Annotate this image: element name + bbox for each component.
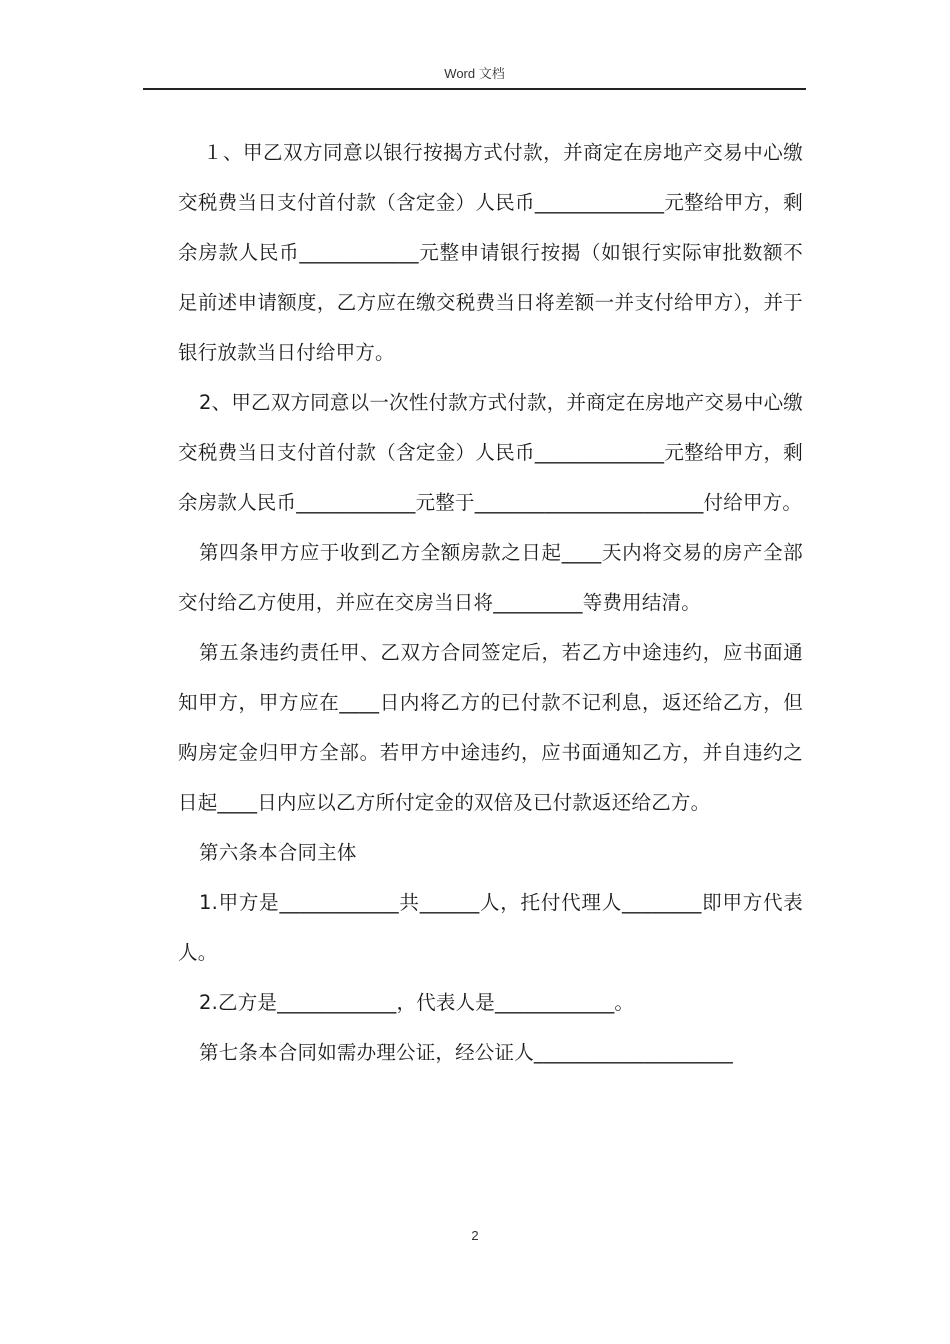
paragraph-article-6: 第六条本合同主体	[199, 841, 357, 864]
document-body	[178, 128, 803, 1078]
paragraph-article-4: 第四条甲方应于收到乙方全额房款之日起____天内将交易的房产全部交付给乙方使用，并应在交房当日将_________等费用结清。	[178, 541, 803, 614]
paragraph-payment-lump-sum: 2、甲乙双方同意以一次性付款方式付款，并商定在房地产交易中心缴交税费当日支付首付款（含定金）人民币_____________元整给甲方，剩余房款人民币____________元整于_______________________付给甲方。	[178, 391, 803, 514]
paragraph-payment-mortgage: １、甲乙双方同意以银行按揭方式付款，并商定在房地产交易中心缴交税费当日支付首付款（含定金）人民币_____________元整给甲方，剩余房款人民币____________元整申请银行按揭（如银行实际审批数额不足前述申请额度，乙方应在缴交税费当日将差额一并支付给甲方），并于银行放款当日付给甲方。	[178, 141, 803, 364]
paragraph-party-a: 1.甲方是____________共______人，托付代理人________即甲方代表人。	[178, 891, 803, 964]
paragraph-article-7: 第七条本合同如需办理公证，经公证人____________________	[199, 1041, 733, 1064]
page-header	[143, 62, 806, 90]
paragraph-party-b: 2.乙方是____________，代表人是____________。	[199, 991, 635, 1014]
header-title: Word 文档	[444, 66, 505, 81]
page-number: 2	[471, 1228, 479, 1243]
paragraph-article-5: 第五条违约责任甲、乙双方合同签定后，若乙方中途违约，应书面通知甲方，甲方应在____日内将乙方的已付款不记利息，返还给乙方，但购房定金归甲方全部。若甲方中途违约，应书面通知乙方，并自违约之日起____日内应以乙方所付定金的双倍及已付款返还给乙方。	[178, 641, 803, 814]
